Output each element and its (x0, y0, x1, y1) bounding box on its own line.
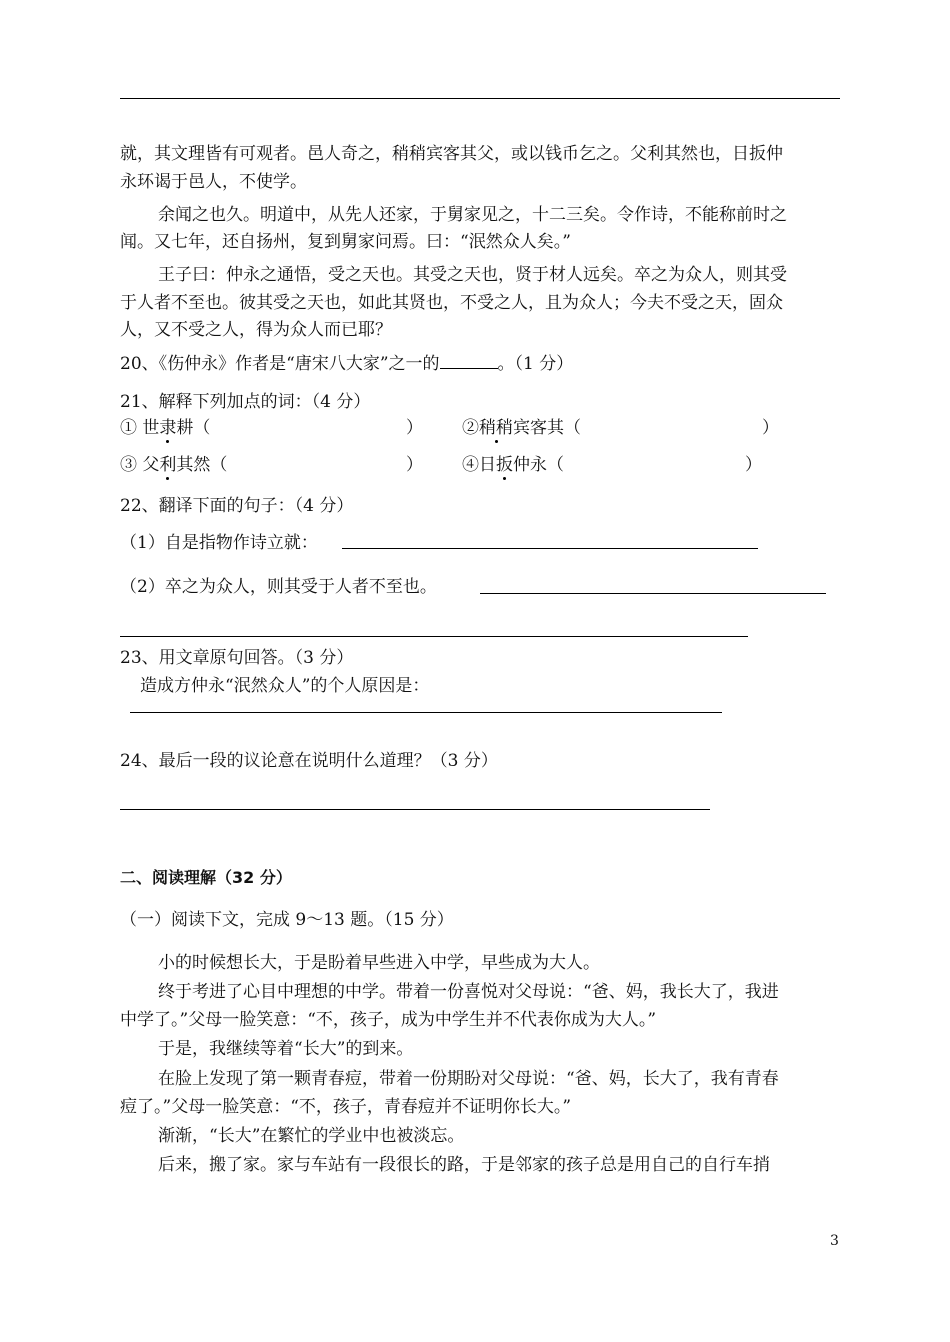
q21-close: ） (762, 418, 779, 438)
passage-line: 后来，搬了家。家与车站有一段很长的路，于是邻家的孩子总是用自己的自行车捎 (158, 1155, 770, 1175)
header-rule (120, 98, 840, 99)
passage-line: 于是，我继续等着“长大”的到来。 (158, 1039, 414, 1059)
passage-line: 终于考进了心目中理想的中学。带着一份喜悦对父母说：“爸、妈，我长大了，我进 (158, 982, 779, 1002)
q23-prompt: 造成方仲永“泯然众人”的个人原因是： (140, 676, 430, 696)
section-title: 二、阅读理解（32 分） (120, 868, 292, 887)
answer-line[interactable] (342, 548, 758, 549)
question-22-stem: 22、翻译下面的句子：（4 分） (120, 496, 354, 516)
passage-line: 就，其文理皆有可观者。邑人奇之，稍稍宾客其父，或以钱币乞之。父利其然也，日扳仲 (120, 144, 783, 164)
dotted-word: 稍稍 (479, 418, 513, 438)
q21-item-3 (120, 453, 227, 477)
answer-line[interactable] (120, 636, 748, 637)
q21-text: ① 世 (120, 418, 160, 438)
question-23-stem: 23、用文章原句回答。（3 分） (120, 648, 354, 668)
page-number: 3 (830, 1233, 839, 1249)
answer-line[interactable] (130, 712, 722, 713)
q21-item-1 (120, 416, 210, 440)
answer-line[interactable] (480, 593, 826, 594)
section-subtitle: （一）阅读下文，完成 9～13 题。（15 分） (120, 910, 454, 930)
question-24-stem: 24、最后一段的议论意在说明什么道理？（3 分） (120, 751, 498, 771)
dotted-word: 利 (159, 455, 177, 475)
q21-close: ） (406, 455, 423, 475)
dotted-word: 扳 (496, 455, 513, 475)
question-20 (120, 352, 573, 376)
passage-line: 中学了。”父母一脸笑意：“不，孩子，成为中学生并不代表你成为大人。” (120, 1010, 657, 1030)
passage-line: 人，又不受之人，得为众人而已耶？ (120, 320, 392, 340)
q21-text: 其然（ (176, 455, 228, 475)
passage-line: 在脸上发现了第一颗青春痘，带着一份期盼对父母说：“爸、妈，长大了，我有青春 (158, 1069, 779, 1089)
passage-line: 王子曰：仲永之通悟，受之天也。其受之天也，贤于材人远矣。卒之为众人，则其受 (158, 265, 787, 285)
passage-line: 于人者不至也。彼其受之天也，如此其贤也，不受之人，且为众人；今夫不受之天，固众 (120, 293, 783, 313)
q21-text: 仲永（ (513, 455, 564, 475)
passage-line: 闻。又七年，还自扬州，复到舅家问焉。曰：“泯然众人矣。” (120, 232, 571, 252)
passage-line: 痘了。”父母一脸笑意：“不，孩子，青春痘并不证明你长大。” (120, 1097, 572, 1117)
answer-line[interactable] (120, 809, 710, 810)
q21-text: ④日 (462, 455, 496, 475)
passage-line: 余闻之也久。明道中，从先人还家，于舅家见之，十二三矣。令作诗，不能称前时之 (158, 205, 787, 225)
passage-line: 永环谒于邑人，不使学。 (120, 172, 307, 192)
q21-text: ② (462, 418, 479, 438)
passage-line: 小的时候想长大，于是盼着早些进入中学，早些成为大人。 (158, 953, 600, 973)
q21-close: ） (745, 455, 762, 475)
q21-text: 耕（ (176, 418, 211, 438)
q21-text: ③ 父 (120, 455, 160, 475)
dotted-word: 隶 (159, 418, 177, 438)
question-20-text: 20、《伤仲永》作者是“唐宋八大家”之一的 (120, 354, 440, 374)
q22-sentence-2: （2）卒之为众人，则其受于人者不至也。 (120, 577, 437, 597)
q21-text: 宾客其（ (513, 418, 581, 438)
q21-item-2 (462, 416, 581, 440)
question-20-points: 。（1 分） (497, 354, 574, 374)
answer-blank[interactable] (440, 354, 498, 369)
q22-sentence-1: （1）自是指物作诗立就： (120, 533, 318, 553)
question-21-stem: 21、解释下列加点的词：（4 分） (120, 392, 371, 412)
passage-line: 渐渐，“长大”在繁忙的学业中也被淡忘。 (158, 1126, 465, 1146)
q21-item-4 (462, 453, 564, 477)
q21-close: ） (406, 418, 423, 438)
